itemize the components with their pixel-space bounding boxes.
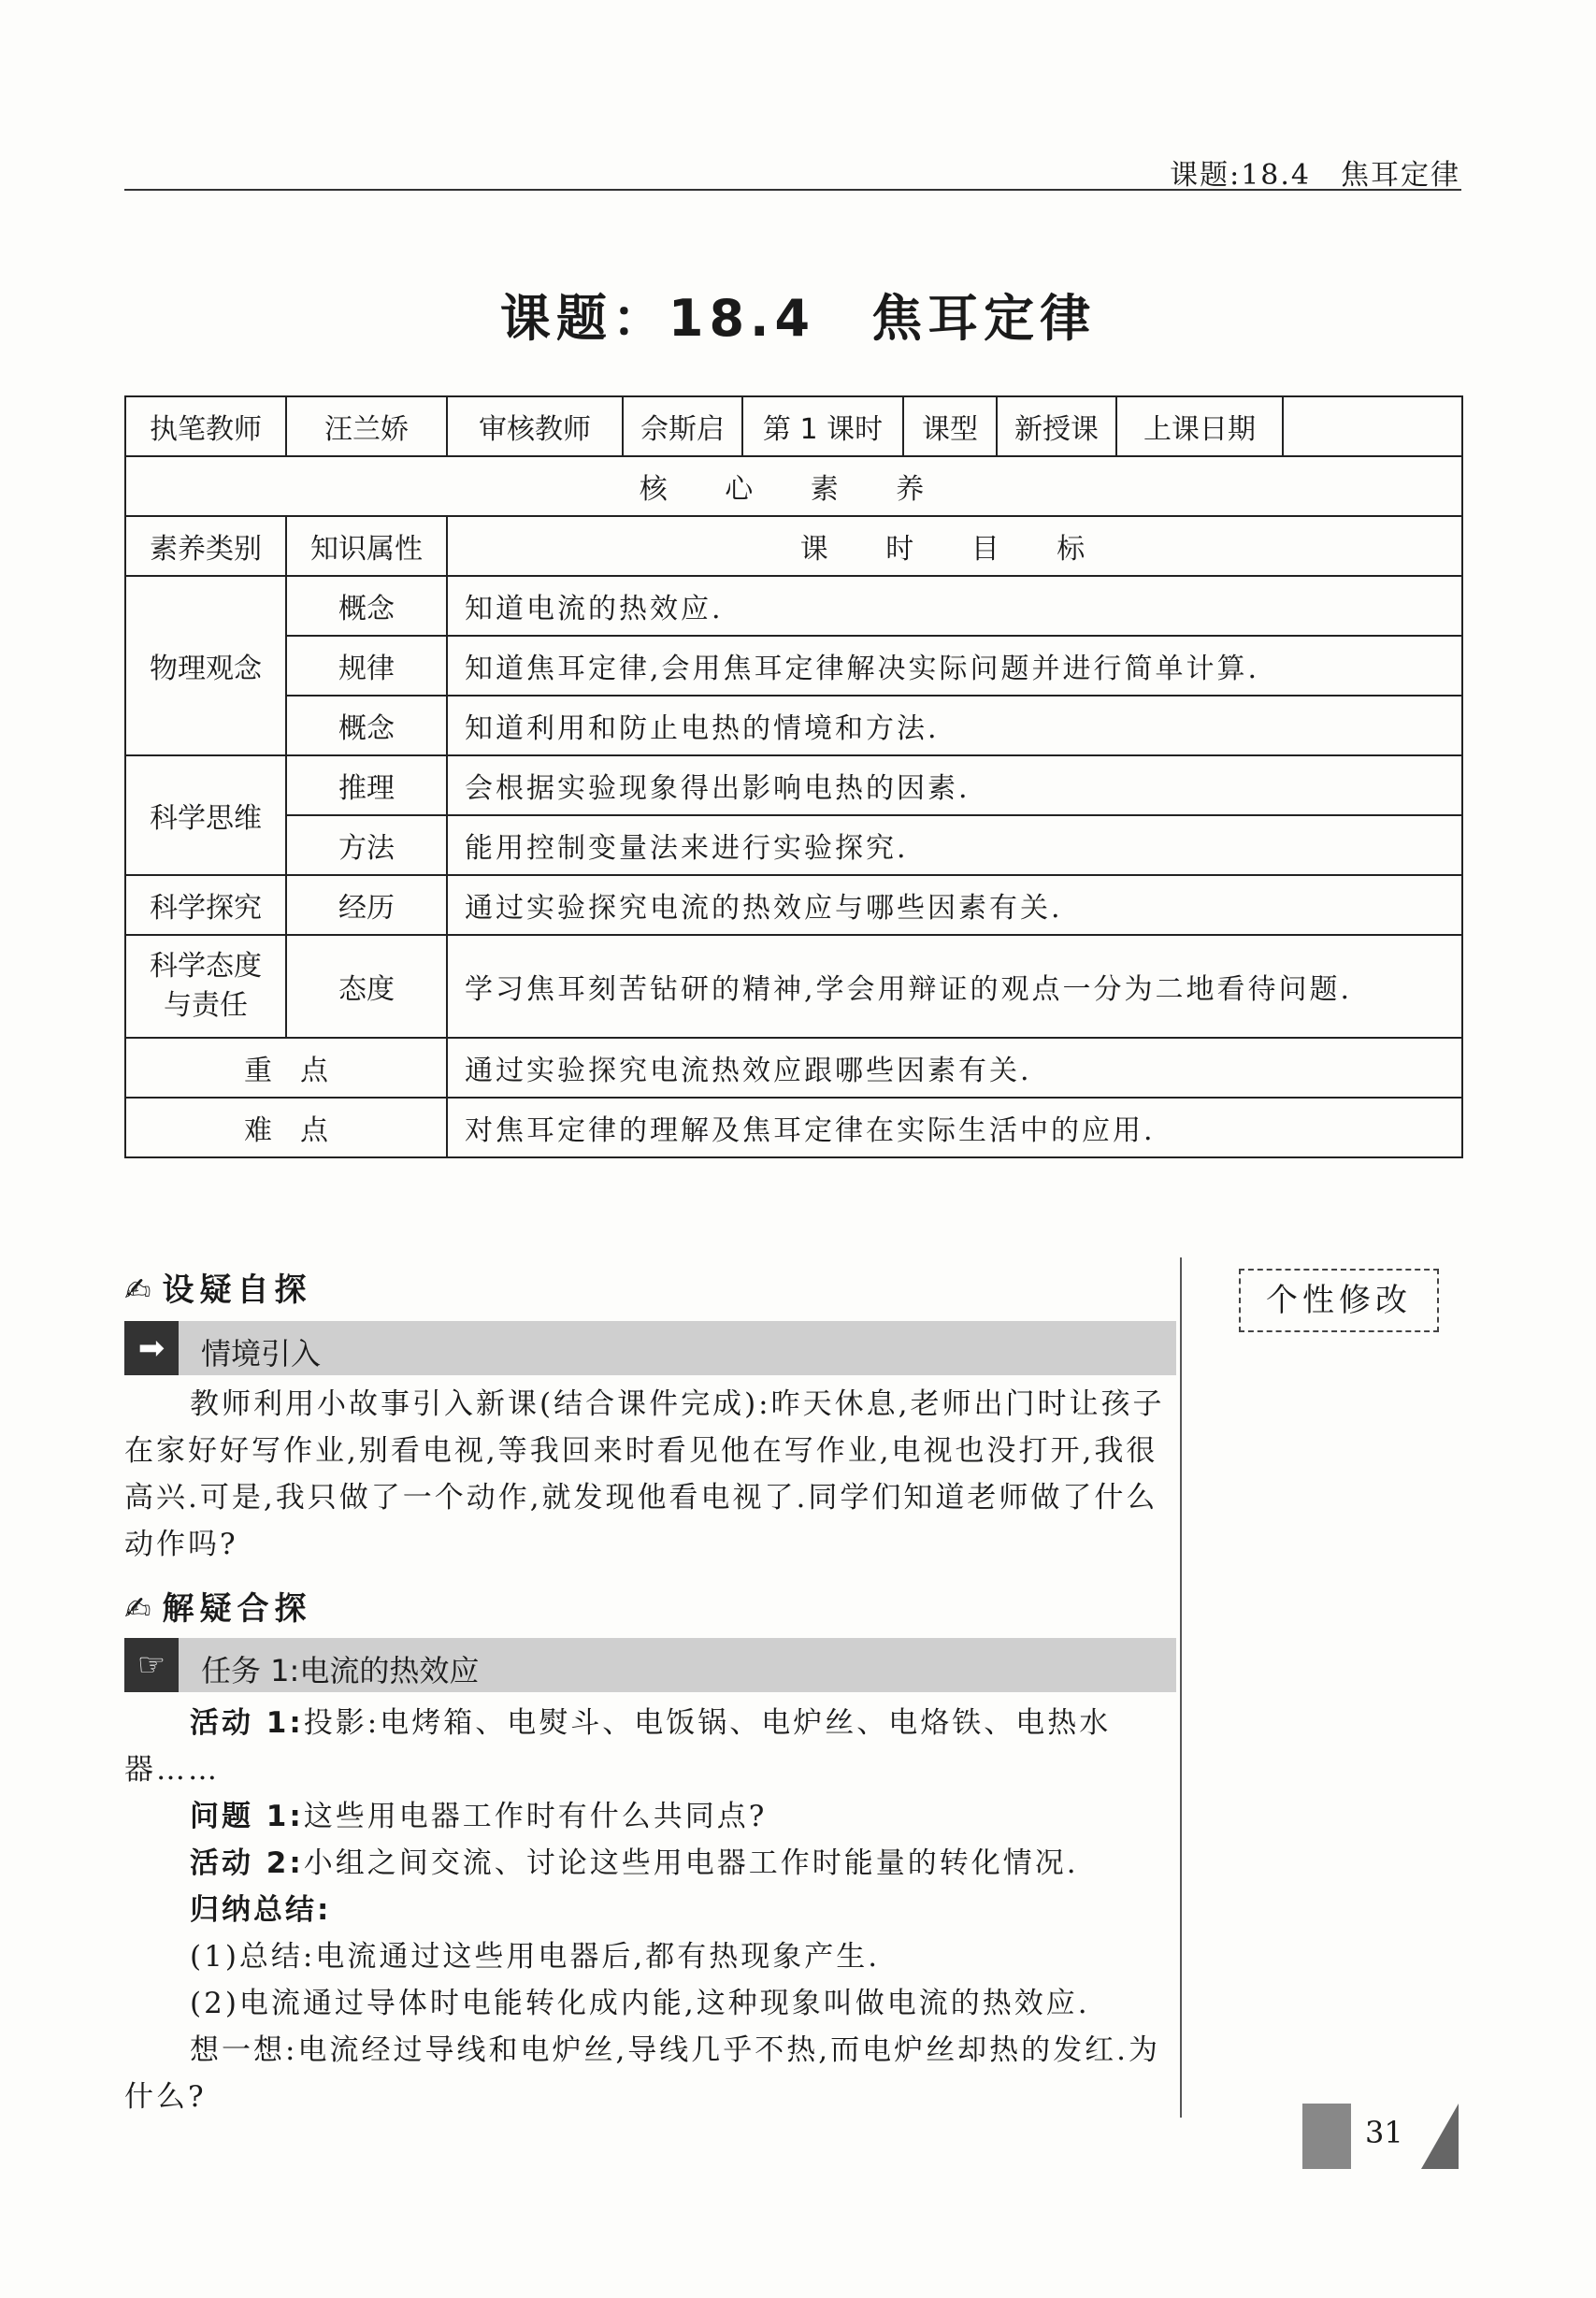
reviewer-value: 佘斯启 bbox=[623, 396, 742, 456]
type-label: 课型 bbox=[903, 396, 997, 456]
pen-icon: ✍ bbox=[124, 1590, 157, 1628]
table-row bbox=[125, 815, 1462, 875]
date-label: 上课日期 bbox=[1116, 396, 1283, 456]
col-header-category: 素养类别 bbox=[125, 516, 286, 576]
category-cell bbox=[125, 935, 286, 1038]
reviewer-label: 审核教师 bbox=[447, 396, 623, 456]
arrow-right-icon: ➡ bbox=[124, 1321, 179, 1375]
attribute-cell: 经历 bbox=[286, 875, 447, 935]
band-scenario bbox=[124, 1321, 1176, 1375]
page-number: 31 bbox=[1365, 2115, 1403, 2150]
think-question: 想一想:电流经过导线和电炉丝,导线几乎不热,而电炉丝却热的发红.为什么? bbox=[124, 2033, 1161, 2114]
category-cell: 科学探究 bbox=[125, 875, 286, 935]
table-row bbox=[125, 516, 1462, 576]
table-row bbox=[125, 935, 1462, 1038]
band-task1 bbox=[124, 1638, 1176, 1692]
band-label: 情境引入 bbox=[201, 1336, 322, 1372]
key-point-text: 通过实验探究电流热效应跟哪些因素有关. bbox=[447, 1038, 1462, 1098]
activity-1-label: 活动 1: bbox=[190, 1706, 304, 1740]
table-row bbox=[125, 696, 1462, 755]
summary-label: 归纳总结: bbox=[190, 1893, 332, 1927]
table-row bbox=[125, 1098, 1462, 1157]
question-1 bbox=[124, 1793, 1176, 1840]
summary-2: (2)电流通过导体时电能转化成内能,这种现象叫做电流的热效应. bbox=[190, 1987, 1090, 2020]
attribute-cell: 概念 bbox=[286, 576, 447, 636]
attribute-cell: 方法 bbox=[286, 815, 447, 875]
core-header: 核 心 素 养 bbox=[125, 456, 1462, 516]
header-rule bbox=[124, 189, 1461, 191]
table-row bbox=[125, 755, 1462, 815]
table-row bbox=[125, 875, 1462, 935]
type-value: 新授课 bbox=[997, 396, 1116, 456]
col-header-goal: 课 时 目 标 bbox=[447, 516, 1462, 576]
attribute-cell: 规律 bbox=[286, 636, 447, 696]
section-title: 设疑自探 bbox=[162, 1271, 312, 1309]
question-1-label: 问题 1: bbox=[190, 1800, 304, 1833]
task1-body bbox=[124, 1700, 1176, 2120]
table-row bbox=[125, 396, 1462, 456]
running-header: 课题:18.4 焦耳定律 bbox=[1170, 159, 1460, 192]
page-title: 课题：18.4 焦耳定律 bbox=[499, 289, 1097, 348]
table-row bbox=[125, 576, 1462, 636]
summary-1: (1)总结:电流通过这些用电器后,都有热现象产生. bbox=[190, 1940, 881, 1974]
activity-2-label: 活动 2: bbox=[190, 1846, 304, 1880]
category-line: 科学态度 bbox=[150, 950, 262, 983]
table-row bbox=[125, 636, 1462, 696]
date-value bbox=[1283, 396, 1462, 456]
activity-1 bbox=[124, 1700, 1176, 1793]
personal-revision-box: 个性修改 bbox=[1239, 1269, 1439, 1332]
band-label: 任务 1:电流的热效应 bbox=[201, 1653, 480, 1688]
attribute-cell: 概念 bbox=[286, 696, 447, 755]
col-header-attribute: 知识属性 bbox=[286, 516, 447, 576]
difficulty-text: 对焦耳定律的理解及焦耳定律在实际生活中的应用. bbox=[447, 1098, 1462, 1157]
author-value: 汪兰娇 bbox=[286, 396, 447, 456]
table-row bbox=[125, 1038, 1462, 1098]
goal-cell: 通过实验探究电流的热效应与哪些因素有关. bbox=[447, 875, 1462, 935]
activity-1-text: 投影:电烤箱、电熨斗、电饭锅、电炉丝、电烙铁、电热水器…… bbox=[124, 1706, 1112, 1787]
pointing-hand-icon: ☞ bbox=[124, 1638, 179, 1692]
attribute-cell: 态度 bbox=[286, 935, 447, 1038]
goal-cell: 学习焦耳刻苦钻研的精神,学会用辩证的观点一分为二地看待问题. bbox=[447, 935, 1462, 1038]
corner-triangle bbox=[1421, 2104, 1459, 2169]
attribute-cell: 推理 bbox=[286, 755, 447, 815]
section-heading-solve bbox=[124, 1583, 312, 1629]
goal-cell: 能用控制变量法来进行实验探究. bbox=[447, 815, 1462, 875]
question-1-text: 这些用电器工作时有什么共同点? bbox=[303, 1800, 768, 1833]
category-line: 与责任 bbox=[164, 989, 248, 1022]
goal-cell: 知道电流的热效应. bbox=[447, 576, 1462, 636]
margin-divider bbox=[1180, 1257, 1182, 2118]
category-cell: 科学思维 bbox=[125, 755, 286, 875]
activity-2-text: 小组之间交流、讨论这些用电器工作时能量的转化情况. bbox=[303, 1846, 1079, 1880]
goal-cell: 知道焦耳定律,会用焦耳定律解决实际问题并进行简单计算. bbox=[447, 636, 1462, 696]
intro-paragraph: 教师利用小故事引入新课(结合课件完成):昨天休息,老师出门时让孩子在家好好写作业,别看电视,等我回来时看见他在写作业,电视也没打开,我很高兴.可是,我只做了一个动作,就发现他看电视了.同学们知道老师做了什么动作吗? bbox=[124, 1387, 1165, 1561]
section-title: 解疑合探 bbox=[162, 1590, 312, 1628]
activity-2 bbox=[124, 1840, 1176, 1887]
goal-cell: 知道利用和防止电热的情境和方法. bbox=[447, 696, 1462, 755]
lesson-plan-table bbox=[124, 395, 1463, 1158]
lesson-number: 第 1 课时 bbox=[742, 396, 903, 456]
page-number-block bbox=[1302, 2104, 1351, 2169]
table-row bbox=[125, 456, 1462, 516]
category-cell: 物理观念 bbox=[125, 576, 286, 755]
key-point-label: 重 点 bbox=[125, 1038, 447, 1098]
goal-cell: 会根据实验现象得出影响电热的因素. bbox=[447, 755, 1462, 815]
difficulty-label: 难 点 bbox=[125, 1098, 447, 1157]
pen-icon: ✍ bbox=[124, 1271, 157, 1309]
section-heading-explore bbox=[124, 1264, 312, 1310]
author-label: 执笔教师 bbox=[125, 396, 286, 456]
